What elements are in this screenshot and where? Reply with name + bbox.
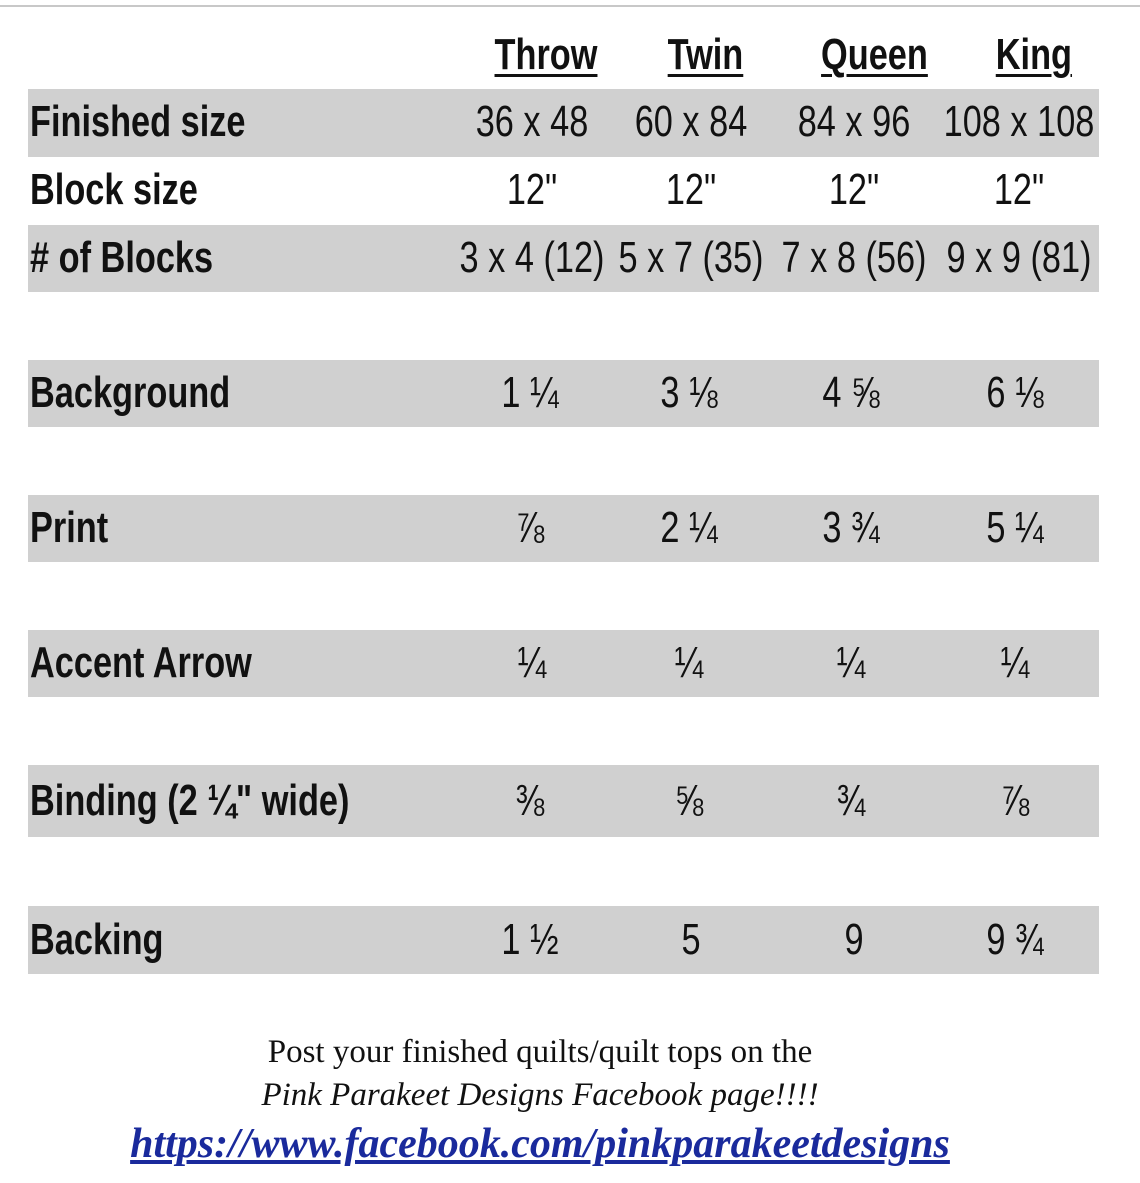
- row-label: Binding (2 ¼" wide): [30, 776, 350, 825]
- table-cell: 108 x 108: [943, 97, 1095, 146]
- table-cell: 9 x 9 (81): [946, 233, 1092, 282]
- column-header-throw: Throw: [494, 30, 598, 79]
- row-label: Backing: [30, 915, 164, 964]
- column-header-twin: Twin: [667, 30, 744, 79]
- row-label: Block size: [30, 165, 198, 214]
- table-cell: 5 x 7 (35): [618, 233, 764, 282]
- footer-line-2: Pink Parakeet Designs Facebook page!!!!: [261, 1077, 819, 1113]
- table-cell: 1 ½: [501, 915, 559, 964]
- table-cell: ¼: [836, 638, 866, 687]
- table-cell: ⅜: [515, 776, 545, 825]
- table-cell: 12": [506, 165, 558, 214]
- table-cell: 7 x 8 (56): [781, 233, 927, 282]
- column-header-queen: Queen: [821, 30, 928, 79]
- table-cell: 6 ⅛: [986, 368, 1044, 417]
- table-cell: 60 x 84: [634, 97, 748, 146]
- table-cell: ⅞: [515, 503, 545, 552]
- table-cell: 36 x 48: [475, 97, 589, 146]
- table-cell: ¾: [836, 776, 866, 825]
- row-label: Accent Arrow: [30, 638, 252, 687]
- column-header-king: King: [995, 30, 1073, 79]
- table-cell: 12": [993, 165, 1045, 214]
- table-cell: ¼: [517, 638, 547, 687]
- table-cell: 2 ¼: [660, 503, 718, 552]
- table-cell: ¼: [674, 638, 704, 687]
- table-cell: ⅝: [674, 776, 704, 825]
- table-cell: 9: [844, 915, 864, 964]
- table-cell: 3 x 4 (12): [459, 233, 605, 282]
- table-cell: 12": [828, 165, 880, 214]
- table-cell: ¼: [1000, 638, 1030, 687]
- table-cell: 1 ¼: [501, 368, 559, 417]
- table-cell: 9 ¾: [986, 915, 1044, 964]
- row-label: Print: [30, 503, 109, 552]
- table-cell: 5 ¼: [986, 503, 1044, 552]
- facebook-link[interactable]: https://www.facebook.com/pinkparakeetdesigns: [130, 1121, 950, 1167]
- row-label: Finished size: [30, 97, 246, 146]
- table-cell: 5: [681, 915, 701, 964]
- table-cell: 3 ⅛: [660, 368, 718, 417]
- row-label: Background: [30, 368, 231, 417]
- row-label: # of Blocks: [30, 233, 214, 282]
- footer-line-1: Post your finished quilts/quilt tops on the: [267, 1034, 813, 1070]
- table-cell: ⅞: [1000, 776, 1030, 825]
- table-cell: 3 ¾: [822, 503, 880, 552]
- table-cell: 4 ⅝: [822, 368, 880, 417]
- table-cell: 84 x 96: [797, 97, 911, 146]
- table-cell: 12": [665, 165, 717, 214]
